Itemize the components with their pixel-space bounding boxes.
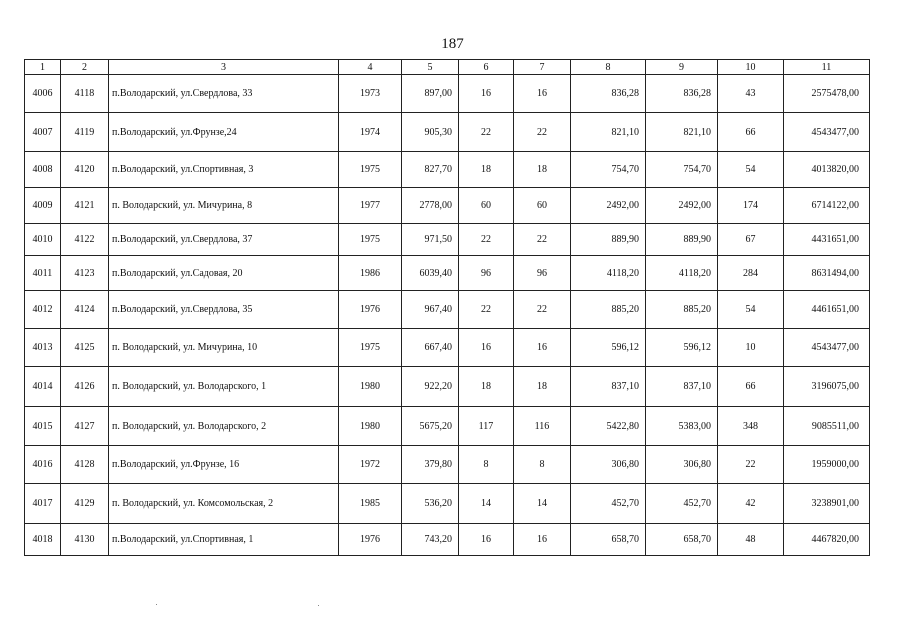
scan-speck: [318, 605, 319, 606]
cell-address: п.Володарский, ул.Свердлова, 33: [109, 75, 339, 113]
cell-address: п.Володарский, ул.Фрунзе, 16: [109, 446, 339, 484]
cell-reg-number: 4013: [25, 329, 61, 367]
cell-object-number: 4118: [61, 75, 109, 113]
cell-year-built: 1977: [339, 188, 402, 224]
cell-cost: 3196075,00: [784, 367, 870, 407]
cell-cost: 2575478,00: [784, 75, 870, 113]
cell-address: п. Володарский, ул. Мичурина, 10: [109, 329, 339, 367]
col-header-7: 7: [514, 60, 571, 75]
cell-living-area: 836,28: [571, 75, 646, 113]
cell-total-area: 743,20: [402, 524, 459, 556]
cell-total-area: 897,00: [402, 75, 459, 113]
cell-total-area: 379,80: [402, 446, 459, 484]
cell-living-area-2: 889,90: [646, 224, 718, 256]
cell-cost: 4461651,00: [784, 291, 870, 329]
cell-residents-count: 54: [718, 152, 784, 188]
col-header-8: 8: [571, 60, 646, 75]
cell-apartments-count-2: 16: [514, 329, 571, 367]
cell-object-number: 4121: [61, 188, 109, 224]
cell-reg-number: 4016: [25, 446, 61, 484]
cell-reg-number: 4009: [25, 188, 61, 224]
cell-address: п. Володарский, ул. Мичурина, 8: [109, 188, 339, 224]
cell-address: п.Володарский, ул.Свердлова, 37: [109, 224, 339, 256]
cell-year-built: 1980: [339, 407, 402, 446]
table-row: [25, 113, 870, 152]
cell-total-area: 536,20: [402, 484, 459, 524]
cell-object-number: 4127: [61, 407, 109, 446]
cell-living-area: 837,10: [571, 367, 646, 407]
cell-object-number: 4119: [61, 113, 109, 152]
cell-living-area-2: 596,12: [646, 329, 718, 367]
cell-living-area-2: 452,70: [646, 484, 718, 524]
col-header-11: 11: [784, 60, 870, 75]
cell-year-built: 1985: [339, 484, 402, 524]
cell-year-built: 1976: [339, 291, 402, 329]
cell-total-area: 667,40: [402, 329, 459, 367]
cell-total-area: 6039,40: [402, 256, 459, 291]
cell-address: п. Володарский, ул. Комсомольская, 2: [109, 484, 339, 524]
cell-reg-number: 4015: [25, 407, 61, 446]
cell-cost: 4543477,00: [784, 113, 870, 152]
cell-living-area: 2492,00: [571, 188, 646, 224]
cell-reg-number: 4012: [25, 291, 61, 329]
cell-year-built: 1986: [339, 256, 402, 291]
cell-object-number: 4123: [61, 256, 109, 291]
cell-object-number: 4124: [61, 291, 109, 329]
cell-object-number: 4129: [61, 484, 109, 524]
cell-apartments-count-2: 14: [514, 484, 571, 524]
cell-reg-number: 4010: [25, 224, 61, 256]
cell-living-area-2: 837,10: [646, 367, 718, 407]
cell-living-area: 754,70: [571, 152, 646, 188]
cell-living-area-2: 4118,20: [646, 256, 718, 291]
scan-speck: [156, 604, 157, 605]
col-header-9: 9: [646, 60, 718, 75]
page-number: 187: [441, 36, 464, 52]
cell-residents-count: 48: [718, 524, 784, 556]
table-body: [25, 75, 870, 556]
table-row: [25, 224, 870, 256]
cell-apartments-count-2: 96: [514, 256, 571, 291]
cell-residents-count: 348: [718, 407, 784, 446]
cell-apartments-count-2: 60: [514, 188, 571, 224]
cell-residents-count: 42: [718, 484, 784, 524]
cell-object-number: 4122: [61, 224, 109, 256]
cell-living-area: 885,20: [571, 291, 646, 329]
cell-apartments-count: 16: [459, 329, 514, 367]
cell-object-number: 4120: [61, 152, 109, 188]
cell-address: п. Володарский, ул. Володарского, 1: [109, 367, 339, 407]
table-row: [25, 188, 870, 224]
cell-apartments-count: 16: [459, 524, 514, 556]
cell-reg-number: 4006: [25, 75, 61, 113]
cell-living-area-2: 821,10: [646, 113, 718, 152]
col-header-4: 4: [339, 60, 402, 75]
cell-year-built: 1973: [339, 75, 402, 113]
cell-living-area: 821,10: [571, 113, 646, 152]
cell-apartments-count-2: 22: [514, 291, 571, 329]
cell-reg-number: 4017: [25, 484, 61, 524]
cell-apartments-count-2: 16: [514, 524, 571, 556]
table-row: [25, 291, 870, 329]
cell-year-built: 1972: [339, 446, 402, 484]
cell-apartments-count: 16: [459, 75, 514, 113]
cell-reg-number: 4014: [25, 367, 61, 407]
cell-apartments-count: 96: [459, 256, 514, 291]
cell-residents-count: 284: [718, 256, 784, 291]
col-header-3: 3: [109, 60, 339, 75]
cell-object-number: 4130: [61, 524, 109, 556]
cell-total-area: 967,40: [402, 291, 459, 329]
cell-total-area: 5675,20: [402, 407, 459, 446]
cell-cost: 8631494,00: [784, 256, 870, 291]
col-header-5: 5: [402, 60, 459, 75]
table-row: [25, 367, 870, 407]
cell-apartments-count: 22: [459, 113, 514, 152]
table-row: [25, 75, 870, 113]
cell-address: п.Володарский, ул.Фрунзе,24: [109, 113, 339, 152]
cell-cost: 4431651,00: [784, 224, 870, 256]
cell-address: п.Володарский, ул.Спортивная, 1: [109, 524, 339, 556]
col-header-2: 2: [61, 60, 109, 75]
cell-reg-number: 4007: [25, 113, 61, 152]
cell-residents-count: 66: [718, 113, 784, 152]
cell-cost: 1959000,00: [784, 446, 870, 484]
table-row: [25, 407, 870, 446]
cell-cost: 4543477,00: [784, 329, 870, 367]
cell-cost: 6714122,00: [784, 188, 870, 224]
cell-address: п. Володарский, ул. Володарского, 2: [109, 407, 339, 446]
cell-living-area-2: 5383,00: [646, 407, 718, 446]
cell-residents-count: 67: [718, 224, 784, 256]
header-row: [25, 60, 870, 75]
cell-living-area-2: 2492,00: [646, 188, 718, 224]
cell-living-area: 658,70: [571, 524, 646, 556]
cell-address: п.Володарский, ул.Свердлова, 35: [109, 291, 339, 329]
cell-apartments-count-2: 18: [514, 367, 571, 407]
cell-apartments-count-2: 8: [514, 446, 571, 484]
cell-living-area-2: 306,80: [646, 446, 718, 484]
cell-cost: 3238901,00: [784, 484, 870, 524]
cell-apartments-count: 117: [459, 407, 514, 446]
cell-living-area-2: 754,70: [646, 152, 718, 188]
cell-apartments-count-2: 22: [514, 224, 571, 256]
cell-reg-number: 4018: [25, 524, 61, 556]
cell-living-area-2: 885,20: [646, 291, 718, 329]
table-row: [25, 256, 870, 291]
cell-year-built: 1976: [339, 524, 402, 556]
table-row: [25, 446, 870, 484]
cell-apartments-count: 18: [459, 152, 514, 188]
cell-total-area: 905,30: [402, 113, 459, 152]
cell-living-area: 596,12: [571, 329, 646, 367]
col-header-10: 10: [718, 60, 784, 75]
housing-registry-table: [24, 59, 870, 556]
cell-apartments-count: 18: [459, 367, 514, 407]
cell-residents-count: 22: [718, 446, 784, 484]
cell-residents-count: 43: [718, 75, 784, 113]
table-row: [25, 524, 870, 556]
cell-apartments-count-2: 116: [514, 407, 571, 446]
cell-apartments-count: 60: [459, 188, 514, 224]
cell-residents-count: 54: [718, 291, 784, 329]
cell-living-area: 4118,20: [571, 256, 646, 291]
table-row: [25, 484, 870, 524]
table-row: [25, 329, 870, 367]
cell-address: п.Володарский, ул.Садовая, 20: [109, 256, 339, 291]
cell-cost: 4013820,00: [784, 152, 870, 188]
cell-apartments-count: 14: [459, 484, 514, 524]
cell-residents-count: 10: [718, 329, 784, 367]
cell-apartments-count-2: 18: [514, 152, 571, 188]
cell-living-area: 452,70: [571, 484, 646, 524]
col-header-6: 6: [459, 60, 514, 75]
cell-reg-number: 4011: [25, 256, 61, 291]
cell-living-area: 306,80: [571, 446, 646, 484]
cell-total-area: 922,20: [402, 367, 459, 407]
table-row: [25, 152, 870, 188]
col-header-1: 1: [25, 60, 61, 75]
cell-apartments-count: 8: [459, 446, 514, 484]
cell-apartments-count-2: 16: [514, 75, 571, 113]
cell-living-area: 5422,80: [571, 407, 646, 446]
cell-total-area: 971,50: [402, 224, 459, 256]
cell-object-number: 4125: [61, 329, 109, 367]
cell-apartments-count: 22: [459, 291, 514, 329]
cell-living-area: 889,90: [571, 224, 646, 256]
cell-living-area-2: 836,28: [646, 75, 718, 113]
cell-reg-number: 4008: [25, 152, 61, 188]
cell-total-area: 827,70: [402, 152, 459, 188]
cell-object-number: 4128: [61, 446, 109, 484]
cell-year-built: 1980: [339, 367, 402, 407]
cell-apartments-count: 22: [459, 224, 514, 256]
cell-apartments-count-2: 22: [514, 113, 571, 152]
cell-year-built: 1974: [339, 113, 402, 152]
cell-cost: 9085511,00: [784, 407, 870, 446]
cell-residents-count: 66: [718, 367, 784, 407]
cell-cost: 4467820,00: [784, 524, 870, 556]
cell-year-built: 1975: [339, 224, 402, 256]
cell-year-built: 1975: [339, 329, 402, 367]
cell-address: п.Володарский, ул.Спортивная, 3: [109, 152, 339, 188]
cell-residents-count: 174: [718, 188, 784, 224]
cell-total-area: 2778,00: [402, 188, 459, 224]
cell-year-built: 1975: [339, 152, 402, 188]
cell-object-number: 4126: [61, 367, 109, 407]
cell-living-area-2: 658,70: [646, 524, 718, 556]
